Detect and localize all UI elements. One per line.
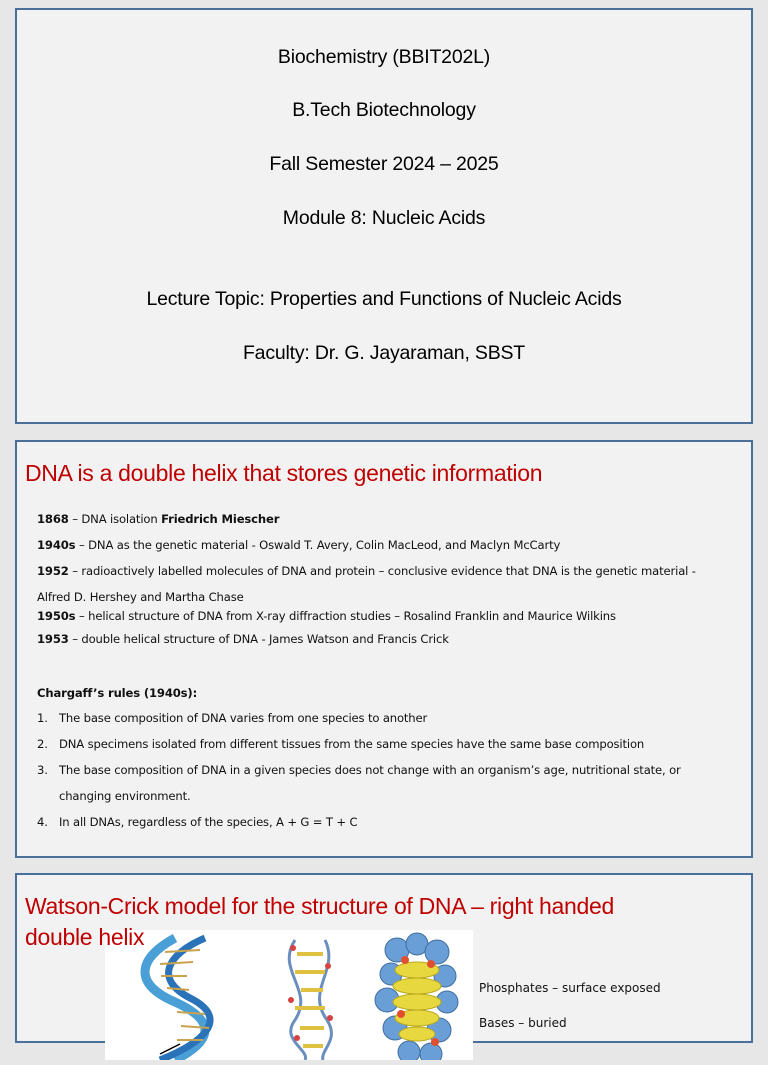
course-title: Biochemistry (BBIT202L) bbox=[277, 46, 491, 68]
timeline-item: 1950s – helical structure of DNA from X-ray diffraction studies – Rosalind Franklin and Maurice Wilkins bbox=[37, 609, 616, 623]
timeline-item: 1953 – double helical structure of DNA - James Watson and Francis Crick bbox=[37, 632, 449, 646]
program-name: B.Tech Biotechnology bbox=[292, 99, 476, 121]
dna-models-illustration bbox=[105, 930, 473, 1060]
rules-heading: Chargaff’s rules (1940s): bbox=[37, 686, 198, 700]
timeline-item: 1952 – radioactively labelled molecules of DNA and protein – conclusive evidence that DNA is the genetic material - bbox=[37, 564, 696, 578]
dna-structure-figure bbox=[105, 930, 473, 1060]
caption-phosphates: Phosphates – surface exposed bbox=[479, 981, 661, 995]
ribbon-helix-icon bbox=[145, 938, 210, 1060]
timeline-item: 1940s – DNA as the genetic material - Oswald T. Avery, Colin MacLeod, and Maclyn McCarty bbox=[37, 538, 561, 552]
caption-bases: Bases – buried bbox=[479, 1016, 567, 1030]
semester: Fall Semester 2024 – 2025 bbox=[269, 153, 499, 175]
faculty: Faculty: Dr. G. Jayaraman, SBST bbox=[242, 342, 526, 364]
timeline-item: Alfred D. Hershey and Martha Chase bbox=[37, 590, 244, 604]
title-slide bbox=[15, 8, 753, 424]
slide-heading: DNA is a double helix that stores genetic information bbox=[25, 460, 543, 486]
history-slide: DNA is a double helix that stores genetic information 1868 – DNA isolation Friedrich Miescher 1940s – DNA as the genetic material - Oswald T. Avery, Colin MacLeod, and Maclyn McCarty 1952 – radioactively labelled molecules of DNA and protein – conclusive evidence that DNA is the genetic material - Alfred D. Hershey and Martha Chase 1950s – helical structure of DNA from X-ray diffraction studies – Rosalind Franklin and Maurice Wilkins 1953 – double helical structure of DNA - James Watson and Francis Crick Chargaff’s rules (1940s): 1. The base composition of DNA varies from one species to another 2. DNA specimens isolated from different tissues from the same species have the same base composition 3. The base composition of DNA in a given species does not change with an organism’s age, nutritional state, or changing environment. 4. In all DNAs, regardless of the species, A + G = T + C bbox=[15, 440, 753, 858]
space-filling-model-icon bbox=[375, 933, 458, 1060]
module-name: Module 8: Nucleic Acids bbox=[282, 207, 486, 229]
slide-heading-line2: double helix bbox=[25, 924, 145, 950]
lecture-topic: Lecture Topic: Properties and Functions of Nucleic Acids bbox=[146, 288, 622, 310]
slide-heading-line1: Watson-Crick model for the structure of DNA – right handed bbox=[25, 893, 614, 919]
watson-crick-slide bbox=[15, 873, 753, 1043]
timeline-item: 1868 – DNA isolation Friedrich Miescher bbox=[37, 512, 280, 526]
ball-and-stick-icon bbox=[288, 940, 333, 1060]
